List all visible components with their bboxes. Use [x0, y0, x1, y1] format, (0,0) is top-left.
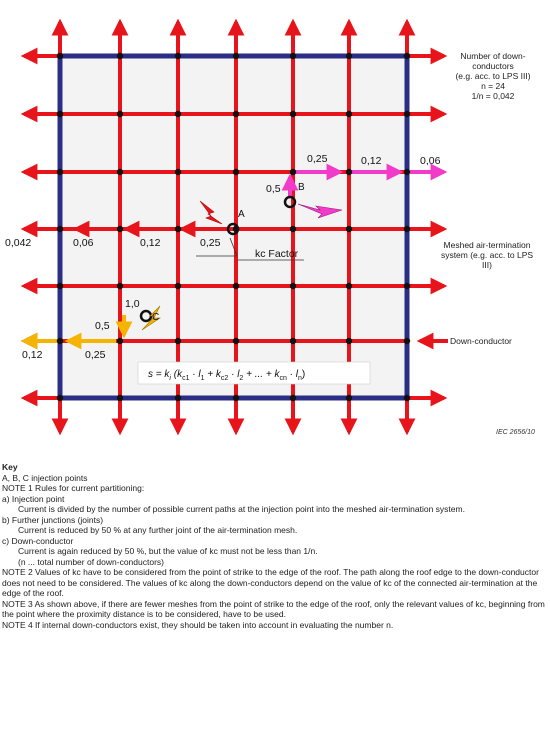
- junction-dot-45: [404, 226, 410, 232]
- n-value: n = 24: [481, 81, 505, 91]
- junction-dot-33: [290, 338, 296, 344]
- value-a-006: 0,06: [73, 237, 94, 249]
- kc-factor-label: kc Factor: [255, 248, 299, 260]
- formula: $s = k_i$ ($k_{c1} \cdot l_1 + k_{c2} \cdot l_2$ + ... + $k_{cn} \cdot l_n$): [148, 369, 306, 382]
- value-c-012: 0,12: [22, 349, 43, 361]
- junction-dot-38: [346, 226, 352, 232]
- iec-reference: IEC 2656/10: [496, 429, 535, 436]
- junction-dot-4: [57, 283, 63, 289]
- rule-b-text: Current is reduced by 50 % at any further joint of the air-termination mesh.: [18, 525, 298, 535]
- inverse-n-value: 1/n = 0,042: [471, 91, 515, 101]
- rule-c-note: (n ... total number of down-conductors): [18, 556, 164, 567]
- junction-dot-20: [175, 395, 181, 401]
- junction-dot-26: [233, 338, 239, 344]
- junction-dot-43: [404, 111, 410, 117]
- junction-dot-41: [346, 395, 352, 401]
- junction-dot-35: [346, 53, 352, 59]
- junction-dot-9: [117, 169, 123, 175]
- rule-a-heading: a) Injection point: [2, 493, 65, 504]
- downconductors-lps: (e.g. acc. to LPS III): [455, 71, 531, 81]
- rule-c-text: Current is again reduced by 50 %, but the value of kc must not be less than 1/n.: [18, 546, 318, 556]
- junction-dot-31: [290, 226, 296, 232]
- value-b-006: 0,06: [420, 155, 441, 167]
- junction-dot-29: [290, 111, 296, 117]
- point-c-label: C: [152, 312, 160, 323]
- down-conductor-annotation: Down-conductor: [450, 336, 512, 346]
- junction-dot-22: [233, 111, 239, 117]
- meshed-line-3: III): [482, 260, 492, 270]
- junction-dot-30: [290, 169, 296, 175]
- junction-dot-10: [117, 226, 123, 232]
- value-c-05: 0,5: [95, 320, 110, 332]
- junction-dot-15: [175, 111, 181, 117]
- junction-dot-48: [404, 395, 410, 401]
- junction-dot-8: [117, 111, 123, 117]
- point-a-label: A: [238, 209, 245, 220]
- junction-dot-34: [290, 395, 296, 401]
- junction-dot-42: [404, 53, 410, 59]
- junction-dot-2: [57, 169, 63, 175]
- meshed-annotation: [426, 240, 548, 270]
- junction-dot-0: [57, 53, 63, 59]
- downconductors-annotation: [438, 51, 548, 101]
- point-b-label: B: [298, 182, 305, 193]
- value-a-0042: 0,042: [5, 237, 32, 249]
- junction-dot-27: [233, 395, 239, 401]
- junction-dot-13: [117, 395, 123, 401]
- junction-dot-5: [57, 338, 63, 344]
- value-b-025: 0,25: [307, 153, 328, 165]
- junction-dot-37: [346, 169, 352, 175]
- value-b-012: 0,12: [361, 155, 382, 167]
- junction-dot-18: [175, 283, 181, 289]
- value-a-012: 0,12: [140, 237, 161, 249]
- junction-dot-25: [233, 283, 239, 289]
- key-heading: Key: [2, 462, 18, 472]
- junction-dot-32: [290, 283, 296, 289]
- junction-dot-16: [175, 169, 181, 175]
- key-points: A, B, C injection points: [2, 472, 88, 483]
- junction-dot-40: [346, 338, 352, 344]
- junction-dot-47: [404, 338, 410, 344]
- junction-dot-46: [404, 283, 410, 289]
- junction-dot-23: [233, 169, 239, 175]
- downconductors-title: Number of down-: [460, 51, 526, 61]
- junction-dot-12: [117, 338, 123, 344]
- junction-dot-7: [117, 53, 123, 59]
- junction-dot-14: [175, 53, 181, 59]
- value-c-025: 0,25: [85, 349, 106, 361]
- junction-dot-39: [346, 283, 352, 289]
- junction-dot-11: [117, 283, 123, 289]
- value-a-025: 0,25: [200, 237, 221, 249]
- value-b-05: 0,5: [266, 183, 281, 195]
- junction-dot-19: [175, 338, 181, 344]
- value-c-10: 1,0: [125, 298, 140, 310]
- junction-dot-28: [290, 53, 296, 59]
- junction-dot-21: [233, 53, 239, 59]
- meshed-line-1: Meshed air-termination: [443, 240, 531, 250]
- rule-c-heading: c) Down-conductor: [2, 535, 74, 546]
- note-3: NOTE 3 As shown above, if there are fewer meshes from the point of strike to the edge of the roof, only the relevant values of kc, beginning from the point where the proximity distance is to be considered, have to be used.: [2, 598, 545, 619]
- meshed-line-2: system (e.g. acc. to LPS: [440, 250, 534, 260]
- note-4: NOTE 4 If internal down-conductors exist, they should be taken into account in evaluating the number n.: [2, 619, 394, 630]
- downconductors-title-line2: conductors: [472, 61, 514, 71]
- note-1: NOTE 1 Rules for current partitioning:: [2, 483, 145, 493]
- junction-dot-17: [175, 226, 181, 232]
- junction-dot-44: [404, 169, 410, 175]
- junction-dot-36: [346, 111, 352, 117]
- rule-b-heading: b) Further junctions (joints): [2, 514, 104, 525]
- junction-dot-1: [57, 111, 63, 117]
- junction-dot-6: [57, 395, 63, 401]
- note-2: NOTE 2 Values of kc have to be considered from the point of strike to the edge of the roof. The path along the roof edge to the down-conductor does not need to be considered. The values of kc along the down-conductors depend on the value of kc of the connected air-termination at the edge of the roof.: [2, 567, 539, 598]
- key-and-notes: [2, 462, 548, 630]
- junction-dot-3: [57, 226, 63, 232]
- rule-a-text: Current is divided by the number of possible current paths at the injection point into the meshed air-termination system.: [18, 504, 465, 514]
